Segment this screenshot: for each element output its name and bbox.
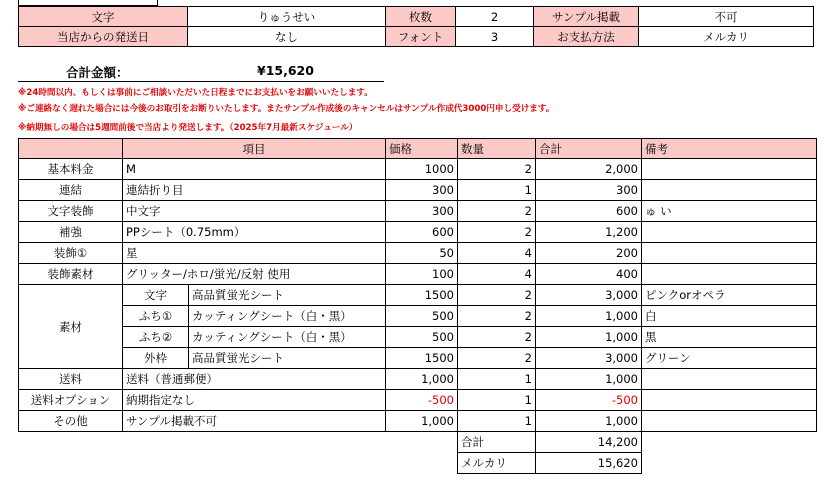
row-total[interactable]: 600	[536, 201, 642, 222]
material-total[interactable]: 1,000	[536, 327, 642, 348]
total-value[interactable]: ¥15,620	[257, 63, 314, 78]
summary-table	[18, 6, 814, 47]
table-row	[19, 243, 817, 264]
row-qty[interactable]: 4	[458, 264, 536, 285]
row-note[interactable]	[642, 369, 817, 390]
material-row	[19, 306, 817, 327]
row-total[interactable]: 1,000	[536, 369, 642, 390]
row-category: 基本料金	[19, 159, 123, 180]
row-price[interactable]: 1000	[386, 159, 458, 180]
row-item[interactable]: PPシート（0.75mm）	[123, 222, 386, 243]
material-item[interactable]: 高品質蛍光シート	[189, 285, 386, 306]
row-item[interactable]: グリッター/ホロ/蛍光/反射 使用	[123, 264, 386, 285]
footer-subtotal-label: 合計	[458, 432, 536, 453]
summary-row	[19, 27, 814, 47]
material-qty[interactable]: 2	[458, 327, 536, 348]
table-row	[19, 390, 817, 411]
row-total[interactable]: 200	[536, 243, 642, 264]
material-item[interactable]: 高品質蛍光シート	[189, 348, 386, 369]
material-price[interactable]: 1500	[386, 348, 458, 369]
row-total[interactable]: 1,200	[536, 222, 642, 243]
footer-spacer	[642, 453, 817, 474]
summary-value-payment[interactable]: メルカリ	[639, 27, 814, 47]
row-item[interactable]: 連結折り目	[123, 180, 386, 201]
row-price[interactable]: 1,000	[386, 369, 458, 390]
row-category: 文字装飾	[19, 201, 123, 222]
header-total: 合計	[536, 139, 642, 159]
row-qty[interactable]: 1	[458, 180, 536, 201]
row-total[interactable]: 400	[536, 264, 642, 285]
row-item[interactable]: 納期指定なし	[123, 390, 386, 411]
row-note[interactable]: ゅ い	[642, 201, 817, 222]
row-category: 装飾①	[19, 243, 123, 264]
note-late-cancel: ※ご連絡なく遅れた場合には今後のお取引をお断りいたします。またサンプル作成後のキャンセルはサンプル作成代3000円申し受けます。	[18, 104, 555, 114]
material-qty[interactable]: 2	[458, 285, 536, 306]
row-note[interactable]	[642, 159, 817, 180]
material-price[interactable]: 500	[386, 306, 458, 327]
row-qty[interactable]: 2	[458, 201, 536, 222]
material-sub: ふち①	[123, 306, 189, 327]
summary-value-text[interactable]: りゅうせい	[188, 7, 386, 27]
quote-table	[18, 138, 817, 474]
summary-value-sample[interactable]: 不可	[639, 7, 814, 27]
total-label: 合計金額：	[66, 65, 129, 80]
footer-subtotal-value[interactable]: 14,200	[536, 432, 642, 453]
table-row	[19, 411, 817, 432]
footer-spacer	[19, 453, 458, 474]
row-price[interactable]: 600	[386, 222, 458, 243]
row-note[interactable]	[642, 411, 817, 432]
row-item[interactable]: サンプル掲載不可	[123, 411, 386, 432]
table-row	[19, 369, 817, 390]
row-qty[interactable]: 2	[458, 159, 536, 180]
row-category: 連結	[19, 180, 123, 201]
material-total[interactable]: 1,000	[536, 306, 642, 327]
header-note: 備考	[642, 139, 817, 159]
row-note[interactable]	[642, 390, 817, 411]
row-price[interactable]: -500	[386, 390, 458, 411]
material-item[interactable]: カッティングシート（白・黒）	[189, 306, 386, 327]
row-qty[interactable]: 2	[458, 222, 536, 243]
row-qty[interactable]: 1	[458, 369, 536, 390]
table-row	[19, 264, 817, 285]
footer-mercari-label: メルカリ	[458, 453, 536, 474]
table-row	[19, 180, 817, 201]
row-total[interactable]: 2,000	[536, 159, 642, 180]
material-total[interactable]: 3,000	[536, 348, 642, 369]
row-qty[interactable]: 4	[458, 243, 536, 264]
material-sub: 文字	[123, 285, 189, 306]
table-row	[19, 159, 817, 180]
material-row	[19, 348, 817, 369]
row-item[interactable]: 中文字	[123, 201, 386, 222]
summary-label-ship-date: 当店からの発送日	[19, 27, 188, 47]
material-sub: ふち②	[123, 327, 189, 348]
summary-label-text: 文字	[19, 7, 188, 27]
row-item[interactable]: 送料（普通郵便）	[123, 369, 386, 390]
table-header-row	[19, 139, 817, 159]
row-price[interactable]: 50	[386, 243, 458, 264]
row-item[interactable]: M	[123, 159, 386, 180]
material-qty[interactable]: 2	[458, 306, 536, 327]
summary-value-font[interactable]: 3	[456, 27, 534, 47]
summary-row	[19, 7, 814, 27]
material-row	[19, 327, 817, 348]
row-category: 送料オプション	[19, 390, 123, 411]
material-qty[interactable]: 2	[458, 348, 536, 369]
material-note[interactable]: 白	[642, 306, 817, 327]
summary-label-font: フォント	[386, 27, 456, 47]
row-price[interactable]: 1,000	[386, 411, 458, 432]
note-shipping-schedule: ※納期無しの場合は5週間前後で当店より発送します。（2025年7月最新スケジュール）	[18, 123, 358, 133]
row-price[interactable]: 300	[386, 180, 458, 201]
row-category-material: 素材	[19, 285, 123, 369]
summary-value-sheets[interactable]: 2	[456, 7, 534, 27]
row-price[interactable]: 300	[386, 201, 458, 222]
footer-mercari-value[interactable]: 15,620	[536, 453, 642, 474]
material-item[interactable]: カッティングシート（白・黒）	[189, 327, 386, 348]
material-sub: 外枠	[123, 348, 189, 369]
row-note[interactable]	[642, 180, 817, 201]
summary-label-sample: サンプル掲載	[534, 7, 639, 27]
table-row	[19, 222, 817, 243]
row-note[interactable]	[642, 243, 817, 264]
row-note[interactable]	[642, 264, 817, 285]
row-category: その他	[19, 411, 123, 432]
total-underline	[18, 81, 384, 82]
table-row	[19, 201, 817, 222]
material-note[interactable]: 黒	[642, 327, 817, 348]
row-category: 送料	[19, 369, 123, 390]
material-price[interactable]: 1500	[386, 285, 458, 306]
note-payment-deadline: ※24時間以内、もしくは事前にご相談いただいた日程までにお支払いをお願いいたします。	[18, 88, 373, 98]
material-note[interactable]: ピンクorオペラ	[642, 285, 817, 306]
row-total[interactable]: -500	[536, 390, 642, 411]
header-category	[19, 139, 123, 159]
header-qty: 数量	[458, 139, 536, 159]
summary-label-payment: お支払方法	[534, 27, 639, 47]
material-price[interactable]: 500	[386, 327, 458, 348]
summary-label-sheets: 枚数	[386, 7, 456, 27]
material-total[interactable]: 3,000	[536, 285, 642, 306]
row-qty[interactable]: 1	[458, 390, 536, 411]
row-item[interactable]: 星	[123, 243, 386, 264]
footer-row-mercari	[19, 453, 817, 474]
row-price[interactable]: 100	[386, 264, 458, 285]
footer-spacer	[19, 432, 458, 453]
footer-spacer	[642, 432, 817, 453]
material-note[interactable]: グリーン	[642, 348, 817, 369]
row-total[interactable]: 300	[536, 180, 642, 201]
header-price: 価格	[386, 139, 458, 159]
footer-row-subtotal	[19, 432, 817, 453]
row-category: 補強	[19, 222, 123, 243]
material-row	[19, 285, 817, 306]
summary-value-ship-date[interactable]: なし	[188, 27, 386, 47]
header-item: 項目	[123, 139, 386, 159]
row-qty[interactable]: 1	[458, 411, 536, 432]
row-category: 装飾素材	[19, 264, 123, 285]
row-total[interactable]: 1,000	[536, 411, 642, 432]
row-note[interactable]	[642, 222, 817, 243]
